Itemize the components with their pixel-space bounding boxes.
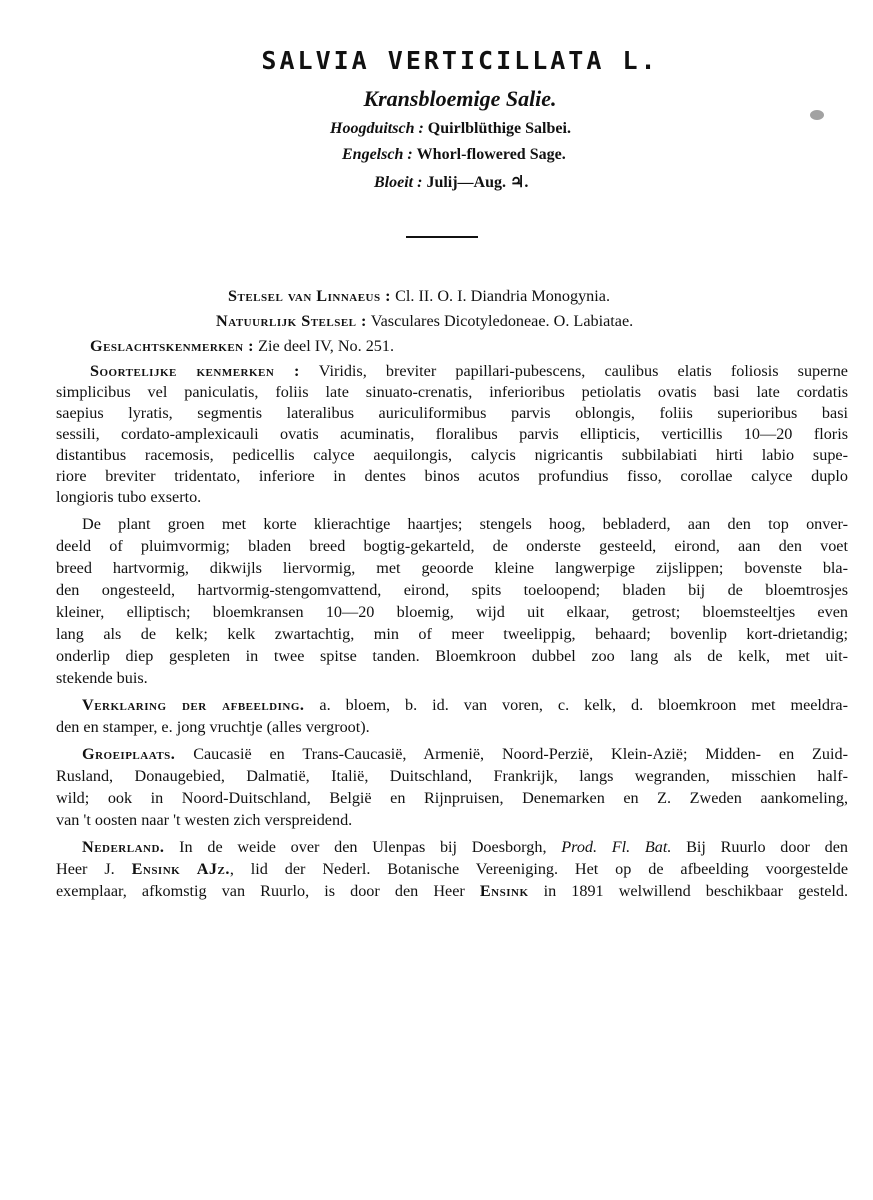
species-line: riore breviter tridentato, inferiore in dentes binos acutos profundius fisso, corollae calyce duplo [56,467,848,485]
species-line: saepius lyratis, segmentis lateralibus auriculiformibus parvis oblongis, foliis superioribus basi [56,404,848,422]
netherlands-line [56,859,848,880]
separator-rule [406,236,478,238]
ink-smudge [810,110,824,120]
description-line: kleiner, elliptisch; bloemkransen 10—20 bloemig, wijd uit elkaar, getrost; bloemsteeltjes even [56,603,848,621]
netherlands-text: Bij Ruurlo door den [686,838,849,856]
description-line: onderlip diep gespleten in twee spitse tanden. Bloemkroon dubbel zoo lang als de kelk, met uit- [56,647,848,665]
habitat-line: wild; ook in Noord-Duitschland, België en Rijnpruisen, Denemarken en Z. Zweden aankomeling, [56,789,848,807]
netherlands-text: exemplaar, afkomstig van Ruurlo, is door den Heer [56,882,465,900]
bloom-value: Julij—Aug. ♃. [426,174,529,191]
netherlands-line [56,881,848,902]
habitat-text: Caucasië en Trans-Caucasië, Armenië, Noord-Perzië, Klein-Azië; Midden- en Zuid- [193,745,849,763]
description-line: den ongesteeld, hartvormig-stengomvattend, eirond, spits toeloopend; bladen bij de bloemtrosjes [56,581,848,599]
description-line: De plant groen met korte klierachtige haartjes; stengels hoog, bebladerd, aan den top onver- [82,515,848,533]
species-line: distantibus racemosis, pedicellis calyce aequilongis, calycis nigricantis subbilabiati hirti labio supe- [56,446,848,464]
netherlands-text: In de weide over den Ulenpas bij Doesborgh, [179,838,547,856]
natural-system-label: Natuurlijk Stelsel : [216,312,367,330]
german-label: Hoogduitsch : [330,120,424,137]
species-line: longioris tubo exserto. [56,488,202,506]
bloom-label: Bloeit : [374,174,423,191]
species-line: sessili, cordato-amplexicauli ovatis acuminatis, floralibus parvis ellipticis, verticillis 10—20 floris [56,425,848,443]
natural-system-value: Vasculares Dicotyledoneae. O. Labiatae. [370,312,634,330]
flora-reference: Prod. Fl. Bat. [561,838,672,856]
species-line [90,361,848,382]
netherlands-text: , lid der Nederl. Botanische Vereeniging. Het op de afbeelding voorgestelde [229,860,849,878]
genus-characters-line [90,336,394,357]
english-value: Whorl-flowered Sage. [416,146,566,163]
netherlands-line [82,837,848,858]
figure-explanation-text: a. bloem, b. id. van voren, c. kelk, d. bloemkroon met meeldra- [319,696,848,714]
figure-explanation-label: Verklaring der afbeelding. [82,696,305,714]
species-text: Viridis, breviter papillari-pubescens, caulibus elatis foliosis superne [318,362,848,380]
genus-characters-label: Geslachtskenmerken : [90,337,255,355]
english-name-line [342,146,662,164]
linnaeus-value: Cl. II. O. I. Diandria Monogynia. [395,287,611,305]
netherlands-text: in 1891 welwillend beschikbaar gesteld. [543,882,849,900]
habitat-line: Rusland, Donaugebied, Dalmatië, Italië, Duitschland, Frankrijk, langs wegranden, misschien half- [56,767,848,785]
bloom-line [374,172,694,192]
habitat-line [82,744,848,765]
german-value: Quirlblüthige Salbei. [427,120,571,137]
netherlands-label: Nederland. [82,838,165,856]
german-name-line [330,120,650,138]
linnaeus-label: Stelsel van Linnaeus : [228,287,392,305]
habitat-line: van 't oosten naar 't westen zich verspreidend. [56,811,353,829]
species-label: Soortelijke kenmerken : [90,362,300,380]
habitat-label: Groeiplaats. [82,745,176,763]
description-line: lang als de kelk; kelk zwartachtig, min of meer tweelippig, behaard; bovenlip kort-drietandig; [56,625,848,643]
species-title: SALVIA VERTICILLATA L. [261,46,659,75]
netherlands-text: Heer J. [56,860,115,878]
species-line: simplicibus vel paniculatis, foliis late sinuato-crenatis, inferioribus petiolatis ovatis basi late cordatis [56,383,848,401]
linnaeus-line [228,286,610,307]
english-label: Engelsch : [342,146,413,163]
description-line: stekende buis. [56,669,148,687]
natural-system-line [216,311,633,332]
description-line: breed hartvormig, dikwijls liervormig, met geoorde kleine langwerpige zijslippen; bovenste bla- [56,559,848,577]
genus-characters-value: Zie deel IV, No. 251. [258,337,395,355]
collector-name: Ensink AJz. [131,860,230,878]
description-line: deeld of pluimvormig; bladen breed bogtig-gekarteld, de onderste gesteeld, eirond, aan den voet [56,537,848,555]
figure-explanation-line [82,695,848,716]
collector-name: Ensink [479,882,529,900]
figure-explanation-line: den en stamper, e. jong vruchtje (alles vergroot). [56,718,370,736]
common-name: Kransbloemige Salie. [363,86,557,111]
